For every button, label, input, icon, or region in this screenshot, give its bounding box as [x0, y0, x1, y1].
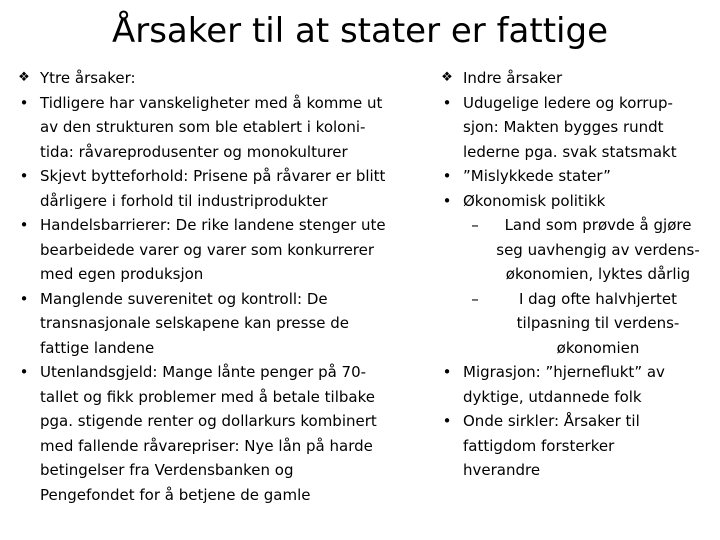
bullet-terms-of-trade [14, 164, 404, 213]
diamond-bullet-icon: ❖ [18, 70, 30, 85]
bullet-text-line: Onde sirkler: Årsaker til [463, 412, 640, 430]
sub-bullet-text-line: I dag ofte halvhjertet [518, 289, 678, 308]
bullet-text-line: transnasjonale selskapene kan presse de [40, 314, 350, 332]
bullet-text-line: hverandre [463, 461, 541, 479]
dash-bullet-icon: – [471, 216, 479, 234]
bullet-sovereignty [14, 287, 404, 361]
bullet-dot-icon: • [442, 167, 452, 185]
sub-bullet-text-line: økonomien [556, 338, 640, 357]
sub-bullet-text-line: økonomien, lyktes dårlig [505, 265, 691, 283]
slide-title: Årsaker til at stater er fattige [111, 11, 608, 51]
bullet-text-line: dyktige, utdannede folk [463, 387, 642, 406]
bullet-economic-policy [437, 189, 703, 214]
bullet-text-line: Tidligere har vanskeligheter med å komme ut [40, 93, 383, 112]
heading-label: Ytre årsaker: [40, 69, 136, 87]
bullet-text-line: bearbeidede varer og varer som konkurrerer [40, 240, 375, 259]
bullet-incompetent-leaders [437, 91, 703, 165]
bullet-colonial-structure [14, 91, 404, 165]
bullet-dot-icon: • [19, 167, 29, 185]
sub-bullet-adaptation [437, 287, 703, 361]
bullet-migration [437, 360, 703, 409]
bullet-text-line: Økonomisk politikk [463, 191, 606, 210]
bullet-text-line: betingelser fra Verdensbanken og [40, 461, 294, 479]
bullet-vicious-circles [437, 409, 703, 483]
bullet-foreign-debt [14, 360, 404, 507]
bullet-dot-icon: • [442, 363, 452, 381]
bullet-text-line: Udugelige ledere og korrup- [463, 93, 673, 112]
bullet-dot-icon: • [19, 289, 29, 308]
bullet-text-line: ”Mislykkede stater” [463, 167, 611, 185]
bullet-text-line: Skjevt bytteforhold: Prisene på råvarer er blitt [40, 167, 386, 185]
sub-bullet-text-line: seg uavhengig av verdens- [496, 240, 700, 259]
sub-bullet-text-line: Land som prøvde å gjøre [504, 216, 692, 234]
bullet-text-line: tida: råvareprodusenter og monokulturer [40, 142, 348, 161]
bullet-text-line: med fallende råvarepriser: Nye lån på harde [40, 436, 373, 455]
bullet-text-line: dårligere i forhold til industriprodukter [40, 191, 328, 210]
bullet-text-line: Handelsbarrierer: De rike landene stenger ute [40, 216, 386, 234]
heading-external-causes [14, 66, 404, 91]
heading-label: Indre årsaker [463, 69, 563, 87]
bullet-trade-barriers [14, 213, 404, 287]
bullet-text-line: Utenlandsgjeld: Mange lånte penger på 70- [40, 363, 367, 381]
dash-bullet-icon: – [471, 289, 479, 308]
bullet-text-line: sjon: Makten bygges rundt [463, 118, 664, 136]
bullet-text-line: lederne pga. svak statsmakt [463, 142, 677, 161]
sub-bullet-text-line: tilpasning til verdens- [516, 314, 680, 332]
left-column [14, 66, 404, 507]
sub-bullet-independence [437, 213, 703, 287]
heading-internal-causes [437, 66, 703, 91]
bullet-text-line: fattige landene [40, 338, 155, 357]
bullet-dot-icon: • [19, 93, 29, 112]
bullet-text-line: pga. stigende renter og dollarkurs kombinert [40, 412, 377, 430]
bullet-dot-icon: • [19, 216, 29, 234]
bullet-dot-icon: • [442, 412, 452, 430]
bullet-text-line: Migrasjon: ”hjerneflukt” av [463, 363, 665, 381]
bullet-text-line: med egen produksjon [40, 265, 204, 283]
bullet-dot-icon: • [442, 191, 452, 210]
bullet-text-line: fattigdom forsterker [463, 436, 615, 455]
bullet-text-line: av den strukturen som ble etablert i koloni- [40, 118, 366, 136]
bullet-text-line: tallet og fikk problemer med å betale tilbake [40, 387, 375, 406]
bullet-dot-icon: • [19, 363, 29, 381]
right-column [437, 66, 703, 483]
bullet-text-line: Pengefondet for å betjene de gamle [40, 485, 311, 504]
bullet-failed-states [437, 164, 703, 189]
bullet-text-line: Manglende suverenitet og kontroll: De [40, 289, 328, 308]
bullet-dot-icon: • [442, 93, 452, 112]
diamond-bullet-icon: ❖ [441, 70, 453, 85]
